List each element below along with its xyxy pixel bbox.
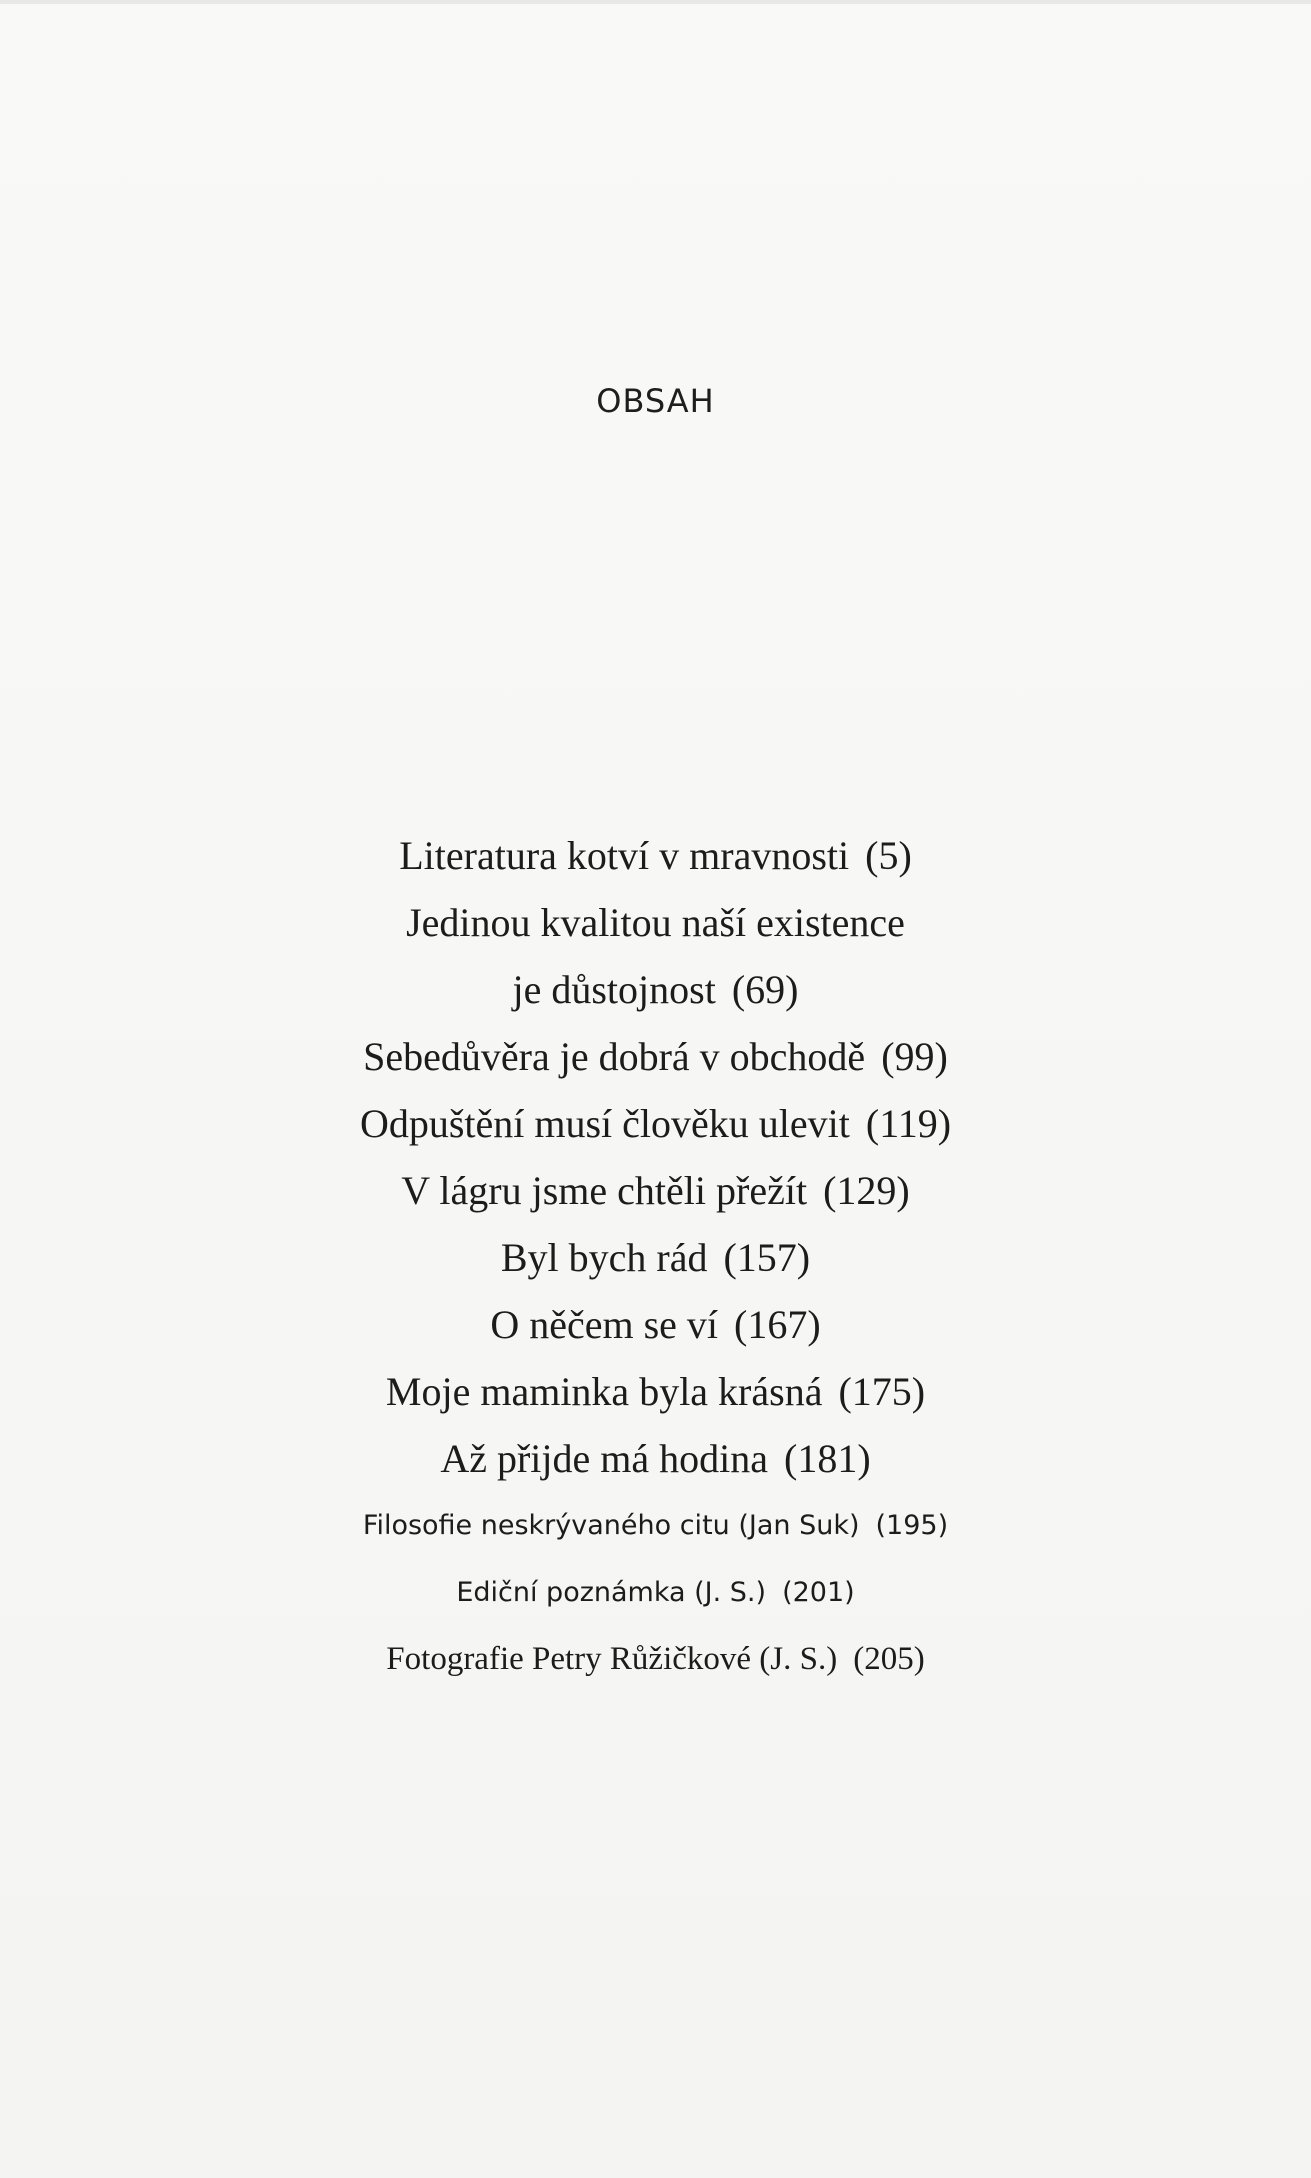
contents-heading: OBSAH	[596, 382, 715, 420]
toc-entry	[0, 1626, 1311, 1693]
toc-entry-title: V lágru jsme chtěli přežít	[401, 1168, 808, 1213]
toc-entry-title: Ediční poznámka (J. S.)	[456, 1577, 767, 1608]
toc-entry	[0, 1224, 1311, 1291]
toc-entry-page: (195)	[875, 1510, 949, 1541]
toc-entry-page: (157)	[723, 1235, 811, 1280]
toc-entry	[0, 822, 1311, 889]
toc-entry-title: Až přijde má hodina	[440, 1436, 769, 1481]
toc-entry	[0, 1492, 1311, 1559]
page-top-edge	[0, 0, 1311, 4]
toc-entry-page: (5)	[865, 833, 912, 878]
toc-entry-title: Odpuštění musí člověku ulevit	[359, 1101, 850, 1146]
toc-entry-title: je důstojnost	[512, 967, 716, 1012]
toc-entry	[0, 1425, 1311, 1492]
toc-entry-page: (181)	[784, 1436, 871, 1481]
toc-entry	[0, 1358, 1311, 1425]
toc-entry-page: (119)	[865, 1101, 952, 1146]
toc-entry-page: (205)	[853, 1641, 925, 1677]
toc-entry-title: O něčem se ví	[490, 1302, 719, 1347]
toc-entry-title: Jedinou kvalitou naší existence	[406, 900, 905, 945]
toc-entry-title: Literatura kotví v mravnosti	[399, 833, 850, 878]
toc-entry-page: (99)	[881, 1034, 948, 1079]
toc-entry	[0, 1090, 1311, 1157]
toc-entry	[0, 956, 1311, 1023]
toc-entry-title: Byl bych rád	[500, 1235, 708, 1280]
toc-entry	[0, 1023, 1311, 1090]
toc-entry-title: Filosofie neskrývaného citu (Jan Suk)	[362, 1510, 860, 1541]
toc-entry-page: (167)	[734, 1302, 821, 1347]
toc-entry-title: Fotografie Petry Růžičkové (J. S.)	[386, 1641, 838, 1677]
toc-entry-page: (175)	[838, 1369, 926, 1414]
toc-entry	[0, 1157, 1311, 1224]
toc-entry-page: (201)	[782, 1577, 855, 1608]
toc-entry-title: Moje maminka byla krásná	[385, 1369, 823, 1414]
toc-entry	[0, 889, 1311, 956]
toc-entry-title: Sebedůvěra je dobrá v obchodě	[363, 1034, 866, 1079]
toc-entry-page: (129)	[823, 1168, 910, 1213]
table-of-contents	[0, 822, 1311, 1693]
toc-entry-page: (69)	[731, 967, 799, 1012]
toc-entry	[0, 1559, 1311, 1626]
toc-entry	[0, 1291, 1311, 1358]
